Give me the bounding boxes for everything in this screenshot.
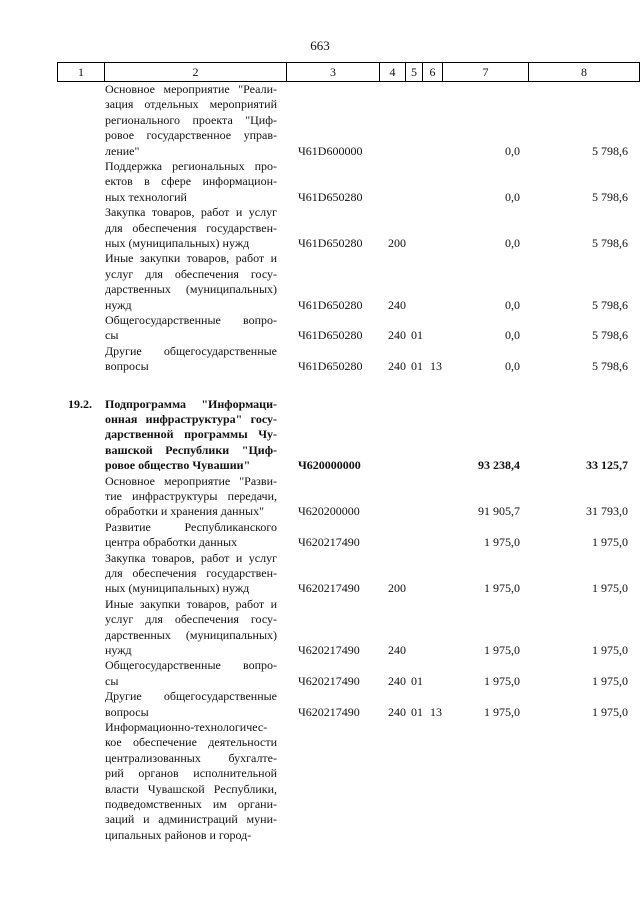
row-number: 19.2. (68, 396, 92, 411)
row-name (105, 344, 277, 375)
row-name-line: кое обеспечение деятельности (105, 735, 277, 750)
row-name (105, 520, 277, 551)
row-name-line: Другие общегосударственные (105, 689, 277, 704)
row-name-line: Информационно-технологичес- (105, 720, 268, 734)
row-name-line: центра обработки данных (105, 535, 238, 550)
page-number: 663 (310, 38, 330, 53)
row-name (105, 397, 277, 474)
row-name-line: Общегосударственные вопро- (105, 658, 277, 673)
row-name-line: заций и администраций муни- (105, 812, 277, 827)
amount-col-7: 91 905,7 (478, 504, 520, 519)
target-code: Ч61D650280 (298, 297, 363, 312)
target-code: Ч620217490 (298, 642, 360, 657)
amount-col-7: 1 975,0 (484, 673, 520, 688)
header-col-1: 1 (57, 63, 104, 81)
row-name-line: вашской Республики "Циф- (105, 442, 277, 457)
amount-col-8: 33 125,7 (586, 458, 628, 473)
amount-col-7: 93 238,4 (478, 458, 520, 473)
row-name-line: регионального проекта "Циф- (105, 112, 277, 127)
target-code: Ч61D650280 (298, 189, 363, 204)
row-name-line: подведомственных им органи- (105, 797, 277, 812)
amount-col-7: 0,0 (505, 189, 520, 204)
row-name (105, 313, 277, 344)
row-name-line: дарственных (муниципальных) (105, 282, 277, 297)
row-name-line: власти Чувашской Республики, (105, 781, 277, 796)
row-name (105, 720, 277, 843)
target-code: Ч620217490 (298, 581, 360, 596)
amount-col-7: 0,0 (505, 359, 520, 374)
row-name (105, 82, 277, 159)
expense-type: 200 (388, 235, 406, 250)
target-code: Ч61D650280 (298, 235, 363, 250)
row-name (105, 159, 277, 205)
row-name-line: сы (105, 673, 119, 688)
row-name-line: Основное мероприятие "Реали- (105, 82, 277, 96)
row-name-line: услуг для обеспечения госу- (105, 612, 277, 627)
amount-col-8: 5 798,6 (592, 297, 628, 312)
amount-col-7: 1 975,0 (484, 581, 520, 596)
expense-type: 240 (388, 704, 406, 719)
row-name-line: обработки и хранения данных" (105, 504, 264, 519)
header-col-3: 3 (286, 63, 379, 81)
row-name-line: дарственных (муниципальных) (105, 627, 277, 642)
header-col-4: 4 (379, 63, 405, 81)
target-code: Ч620217490 (298, 673, 360, 688)
amount-col-7: 0,0 (505, 143, 520, 158)
subsection: 13 (430, 359, 442, 374)
row-name (105, 658, 277, 689)
row-name-line: централизованных бухгалте- (105, 750, 277, 765)
row-name (105, 251, 277, 313)
table-header (57, 62, 640, 82)
header-col-5: 5 (405, 63, 422, 81)
target-code: Ч620000000 (298, 458, 361, 473)
expense-type: 240 (388, 359, 406, 374)
amount-col-7: 1 975,0 (484, 642, 520, 657)
row-name-line: Закупка товаров, работ и услуг (105, 205, 277, 220)
row-name-line: Поддержка региональных про- (105, 159, 277, 173)
amount-col-7: 0,0 (505, 297, 520, 312)
row-name-line: Общегосударственные вопро- (105, 313, 277, 327)
row-name-line: для обеспечения государствен- (105, 566, 277, 580)
section: 01 (411, 673, 423, 688)
amount-col-8: 1 975,0 (592, 642, 628, 657)
row-name-line: ление" (105, 143, 140, 158)
row-name-line: Закупка товаров, работ и услуг (105, 550, 277, 565)
row-name-line: ровое общество Чувашии" (105, 458, 251, 473)
section: 01 (411, 704, 423, 719)
row-name (105, 551, 277, 597)
amount-col-8: 5 798,6 (592, 235, 628, 250)
row-name-line: вопросы (105, 359, 149, 374)
row-name (105, 597, 277, 659)
row-name-line: рий органов исполнительной (105, 766, 277, 781)
row-name-line: ных (муниципальных) нужд (105, 581, 250, 596)
target-code: Ч620200000 (298, 504, 360, 519)
amount-col-8: 5 798,6 (592, 143, 628, 158)
row-name-line: услуг для обеспечения госу- (105, 266, 277, 281)
amount-col-8: 5 798,6 (592, 189, 628, 204)
header-col-6: 6 (422, 63, 442, 81)
section: 01 (411, 359, 423, 374)
row-name-line: ципальных районов и город- (105, 827, 252, 842)
row-name-line: для обеспечения государствен- (105, 220, 277, 235)
row-name-line: Развитие Республиканского (105, 519, 277, 534)
target-code: Ч61D650280 (298, 328, 363, 343)
expense-type: 240 (388, 328, 406, 343)
row-name-line: Подпрограмма "Информаци- (105, 396, 277, 411)
amount-col-8: 1 975,0 (592, 704, 628, 719)
row-name-line: онная инфраструктура" госу- (105, 412, 277, 426)
expense-type: 240 (388, 297, 406, 312)
row-name-line: ных (муниципальных) нужд (105, 236, 250, 250)
row-name-line: Основное мероприятие "Разви- (105, 473, 277, 488)
row-name-line: Иные закупки товаров, работ и (105, 596, 277, 611)
amount-col-7: 0,0 (505, 235, 520, 250)
expense-type: 200 (388, 581, 406, 596)
row-name-line: Другие общегосударственные (105, 343, 277, 358)
amount-col-7: 1 975,0 (484, 704, 520, 719)
header-col-2: 2 (104, 63, 286, 81)
expense-type: 240 (388, 642, 406, 657)
amount-col-8: 31 793,0 (586, 504, 628, 519)
header-col-7: 7 (442, 63, 528, 81)
row-name-line: ровое государственное управ- (105, 128, 277, 143)
row-name-line: нужд (105, 297, 132, 312)
row-name-line: ных технологий (105, 189, 187, 204)
row-name-line: тие инфраструктуры передачи, (105, 489, 277, 503)
target-code: Ч620217490 (298, 704, 360, 719)
expense-type: 240 (388, 673, 406, 688)
target-code: Ч620217490 (298, 535, 360, 550)
section: 01 (411, 328, 423, 343)
row-name-line: сы (105, 328, 119, 343)
row-name-line: зация отдельных мероприятий (105, 97, 277, 112)
row-name (105, 689, 277, 720)
amount-col-8: 5 798,6 (592, 359, 628, 374)
amount-col-8: 1 975,0 (592, 535, 628, 550)
amount-col-8: 1 975,0 (592, 581, 628, 596)
row-name (105, 474, 277, 520)
row-name (105, 205, 277, 251)
amount-col-8: 5 798,6 (592, 328, 628, 343)
header-col-8: 8 (528, 63, 640, 81)
target-code: Ч61D600000 (298, 143, 363, 158)
row-name-line: ектов в сфере информацион- (105, 174, 277, 189)
row-name-line: вопросы (105, 704, 149, 719)
amount-col-7: 1 975,0 (484, 535, 520, 550)
subsection: 13 (430, 704, 442, 719)
amount-col-7: 0,0 (505, 328, 520, 343)
amount-col-8: 1 975,0 (592, 673, 628, 688)
row-name-line: Иные закупки товаров, работ и (105, 251, 277, 266)
target-code: Ч61D650280 (298, 359, 363, 374)
row-name-line: дарственной программы Чу- (105, 427, 277, 442)
row-name-line: нужд (105, 643, 132, 658)
